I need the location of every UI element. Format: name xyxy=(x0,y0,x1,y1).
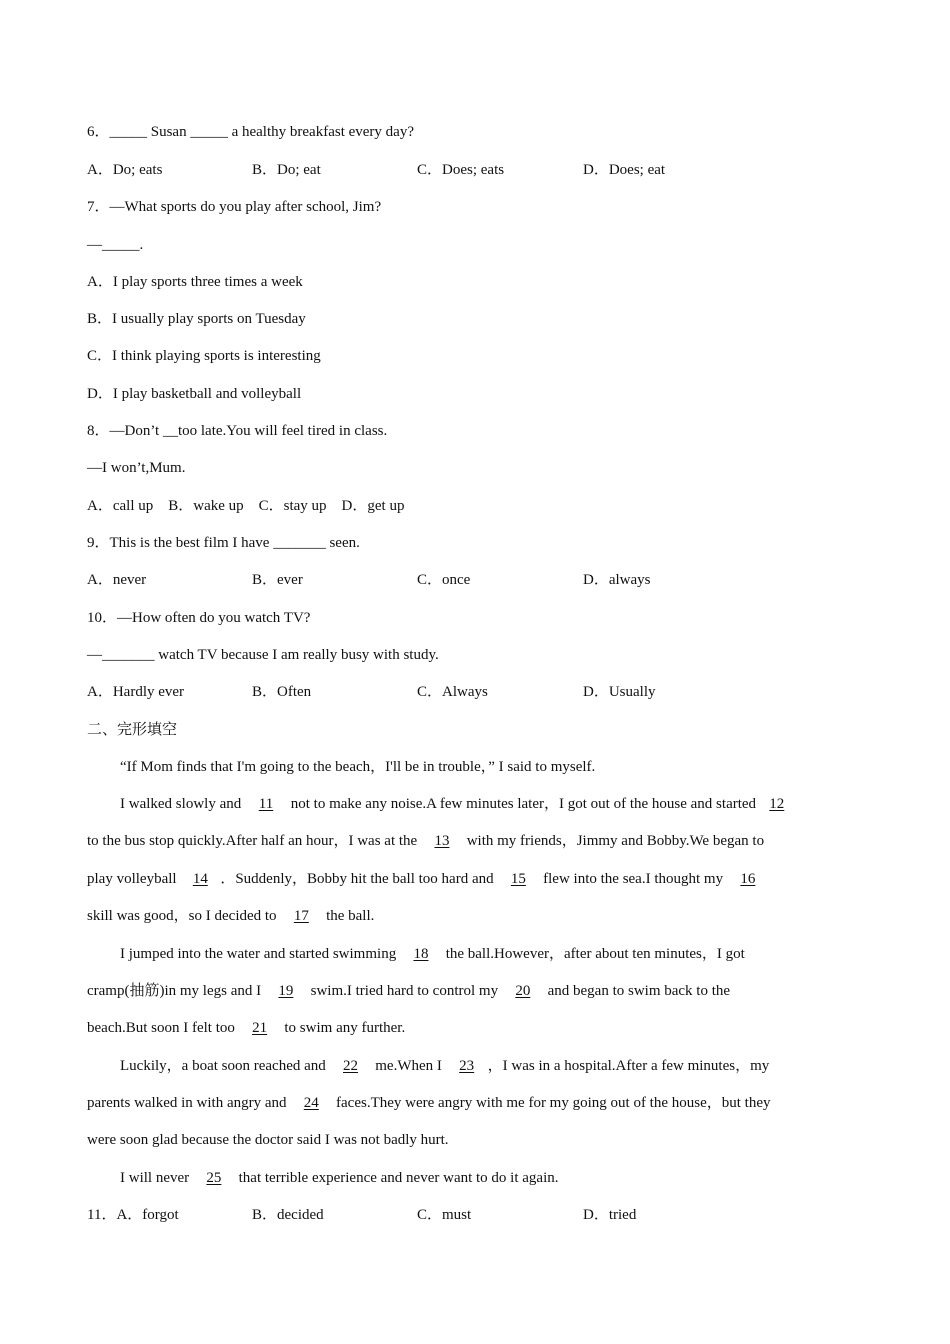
passage-text: the ball.However，after about ten minutes，I got xyxy=(441,946,745,962)
option-a: A．never xyxy=(87,572,147,588)
option-d: D．Does; eat xyxy=(583,162,666,178)
passage-text: and began to swim back to the xyxy=(543,983,731,999)
passage-text: I walked slowly and xyxy=(120,796,245,812)
passage-line xyxy=(87,906,374,926)
option-d: D．always xyxy=(583,572,651,588)
blank-20: 20 xyxy=(515,983,531,999)
passage-line xyxy=(87,831,764,851)
passage-text: ，I was in a hospital.After a few minutes，my xyxy=(487,1058,770,1074)
passage-text: that terrible experience and never want to do it again. xyxy=(234,1170,559,1186)
question-10-stem: 10．—How often do you watch TV? xyxy=(87,610,311,626)
blank-22: 22 xyxy=(343,1058,359,1074)
passage-line xyxy=(120,794,794,814)
passage-text: swim.I tried hard to control my xyxy=(306,983,502,999)
passage-line xyxy=(87,1093,771,1113)
option-d: D．tried xyxy=(583,1207,637,1223)
passage-text: beach.But soon I felt too xyxy=(87,1020,239,1036)
passage-paragraph-1: “If Mom finds that I'm going to the beach，I'll be in trouble，” I said to myself. xyxy=(120,759,596,775)
question-7-option-c: C．I think playing sports is interesting xyxy=(87,348,321,364)
blank-25: 25 xyxy=(206,1170,222,1186)
option-c: C．Always xyxy=(417,684,488,700)
section-title: 二、完形填空 xyxy=(87,722,178,738)
question-9-stem: 9．This is the best film I have _______ seen. xyxy=(87,535,360,551)
passage-line xyxy=(87,981,730,1001)
passage-text: with my friends，Jimmy and Bobby.We began to xyxy=(462,833,765,849)
passage-line xyxy=(120,1168,559,1188)
option-c: C．Does; eats xyxy=(417,162,505,178)
question-7-reply: —_____. xyxy=(87,237,144,253)
option-a: A．Hardly ever xyxy=(87,684,185,700)
passage-text: cramp(抽筋)in my legs and I xyxy=(87,983,265,999)
question-8-stem: 8．—Don’t __too late.You will feel tired in class. xyxy=(87,423,388,439)
passage-text: faces.They were angry with me for my going out of the house，but they xyxy=(332,1095,771,1111)
option-a: A．Do; eats xyxy=(87,162,163,178)
blank-14: 14 xyxy=(192,871,208,887)
passage-text: parents walked in with angry and xyxy=(87,1095,291,1111)
question-8-reply: —I won’t,Mum. xyxy=(87,460,186,476)
passage-text: the ball. xyxy=(322,908,375,924)
passage-text: to swim any further. xyxy=(280,1020,406,1036)
passage-line xyxy=(120,944,745,964)
question-10-reply: —_______ watch TV because I am really busy with study. xyxy=(87,647,439,663)
question-6-stem: 6．_____ Susan _____ a healthy breakfast every day? xyxy=(87,124,414,140)
passage-text: play volleyball xyxy=(87,871,181,887)
question-11-options xyxy=(87,1205,847,1225)
blank-17: 17 xyxy=(293,908,309,924)
question-9-options xyxy=(87,570,847,590)
passage-text: I jumped into the water and started swimming xyxy=(120,946,400,962)
passage-text: Luckily，a boat soon reached and xyxy=(120,1058,330,1074)
question-7-option-b: B．I usually play sports on Tuesday xyxy=(87,311,306,327)
question-6-options xyxy=(87,160,847,180)
blank-19: 19 xyxy=(278,983,294,999)
option-b: B．Do; eat xyxy=(252,162,321,178)
passage-text: I will never xyxy=(120,1170,193,1186)
passage-line xyxy=(120,1056,769,1076)
passage-text: flew into the sea.I thought my xyxy=(539,871,727,887)
passage-line xyxy=(87,1018,405,1038)
question-7-option-a: A．I play sports three times a week xyxy=(87,274,303,290)
blank-13: 13 xyxy=(434,833,450,849)
blank-11: 11 xyxy=(258,796,274,812)
blank-16: 16 xyxy=(740,871,756,887)
passage-text: to the bus stop quickly.After half an hour，I was at the xyxy=(87,833,421,849)
option-a: 11．A．forgot xyxy=(87,1207,179,1223)
passage-text: ．Suddenly，Bobby hit the ball too hard and xyxy=(220,871,498,887)
option-d: D．Usually xyxy=(583,684,656,700)
blank-23: 23 xyxy=(459,1058,475,1074)
passage-text: skill was good，so I decided to xyxy=(87,908,281,924)
option-b: B．Often xyxy=(252,684,312,700)
question-10-options xyxy=(87,682,847,702)
option-b: B．ever xyxy=(252,572,303,588)
passage-text: me.When I xyxy=(371,1058,446,1074)
blank-24: 24 xyxy=(303,1095,319,1111)
question-7-option-d: D．I play basketball and volleyball xyxy=(87,386,302,402)
blank-12: 12 xyxy=(769,796,785,812)
passage-line xyxy=(87,869,769,889)
option-c: C．once xyxy=(417,572,471,588)
passage-text: not to make any noise.A few minutes later，I got out of the house and started xyxy=(286,796,760,812)
option-c: C．must xyxy=(417,1207,472,1223)
question-7-stem: 7．—What sports do you play after school, Jim? xyxy=(87,199,382,215)
blank-15: 15 xyxy=(510,871,526,887)
option-b: B．decided xyxy=(252,1207,324,1223)
blank-18: 18 xyxy=(413,946,429,962)
question-8-options: A．call up B．wake up C．stay up D．get up xyxy=(87,498,405,514)
passage-line: were soon glad because the doctor said I was not badly hurt. xyxy=(87,1132,449,1148)
blank-21: 21 xyxy=(252,1020,268,1036)
